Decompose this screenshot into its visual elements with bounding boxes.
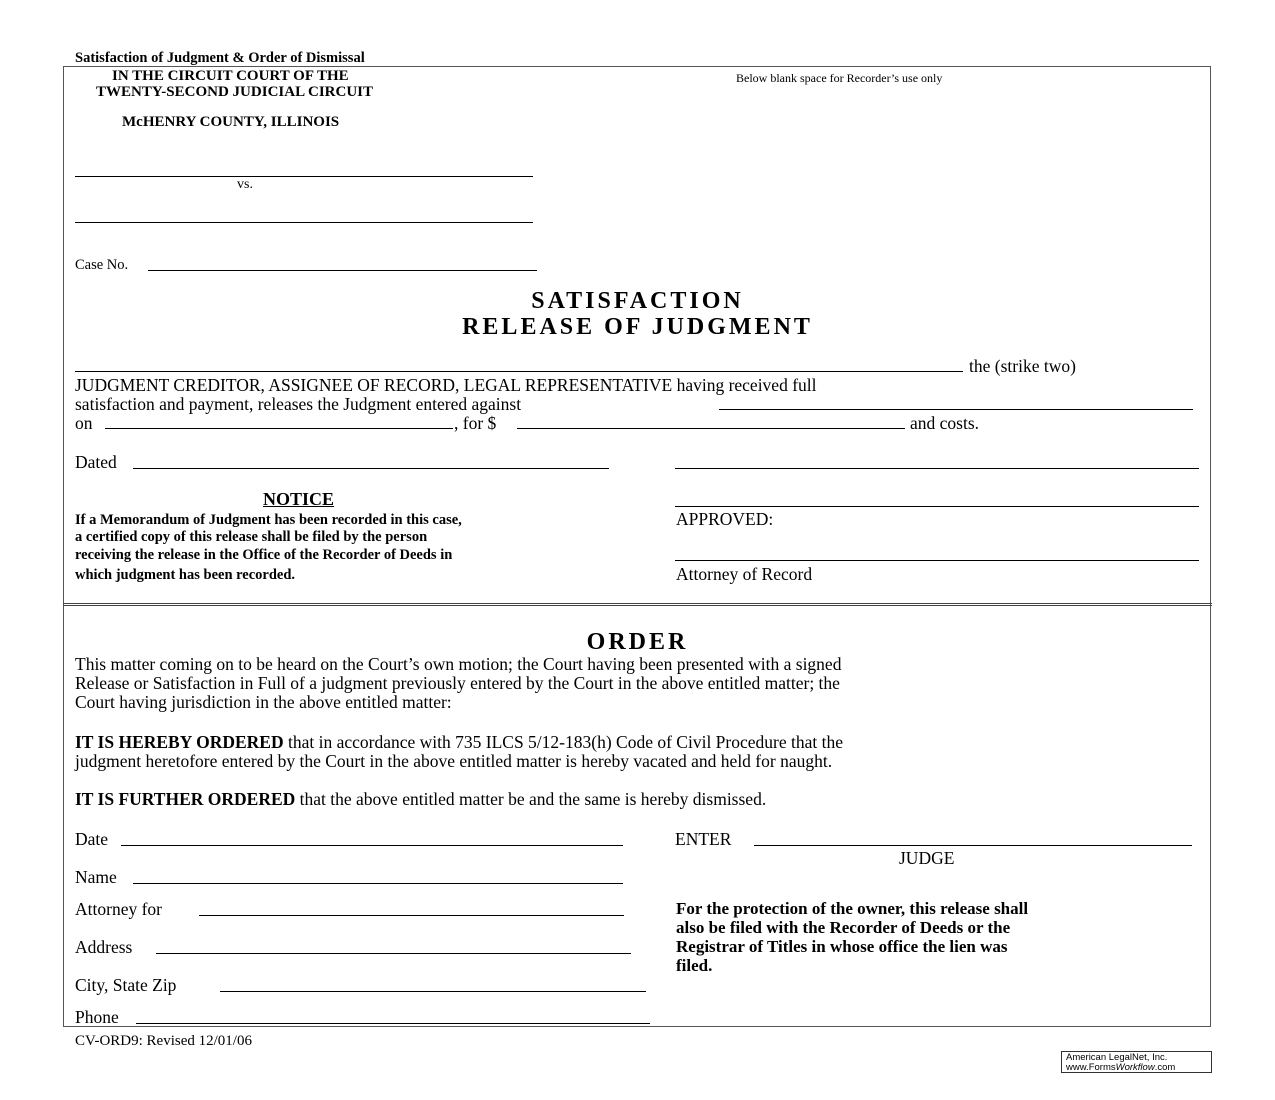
vs-label: vs. [237,177,253,192]
attorney-of-record-label: Attorney of Record [676,564,813,584]
judgment-against-field[interactable] [719,393,1193,410]
notice-line-3: receiving the release in the Office of the Recorder of Deeds in [75,547,453,563]
order-date-field[interactable] [121,829,623,846]
defendant-field[interactable] [75,206,533,223]
publisher-url-prefix: www.Forms [1066,1062,1116,1073]
publisher-url-italic: Workflow [1115,1062,1155,1073]
attorney-for-label: Attorney for [75,899,162,919]
plaintiff-field[interactable] [75,160,533,177]
case-no-label: Case No. [75,257,129,273]
amount-field[interactable] [517,412,905,429]
address-label: Address [75,937,133,957]
order-name-label: Name [75,867,117,887]
city-state-zip-label: City, State Zip [75,975,177,995]
judge-label: JUDGE [899,848,955,868]
order-date-label: Date [75,829,109,849]
for-label: , for $ [454,413,497,433]
publisher-url-suffix: .com [1154,1062,1176,1073]
further-ordered-text: that the above entitled matter be and the same is hereby dismissed. [295,789,767,809]
order-name-field[interactable] [133,867,623,884]
approved-label: APPROVED: [676,509,774,529]
publisher-url[interactable] [1066,1063,1207,1073]
order-intro-line-1: This matter coming on to be heard on the Court’s own motion; the Court having been presented with a signed [75,654,842,674]
notice-heading: NOTICE [263,489,335,509]
protection-line-2: also be filed with the Recorder of Deeds or the [676,918,1011,937]
release-title-line-1: SATISFACTION [531,288,744,314]
section-divider [63,603,1212,606]
hereby-ordered-line-2: judgment heretofore entered by the Court in the above entitled matter is hereby vacated and held for naught. [75,751,833,771]
attorney-for-field[interactable] [199,899,624,916]
hereby-ordered-text: that in accordance with 735 ILCS 5/12-183(h) Code of Civil Procedure that the [283,732,843,752]
order-intro-line-3: Court having jurisdiction in the above entitled matter: [75,692,452,712]
order-heading: ORDER [586,629,689,655]
address-field[interactable] [156,937,631,954]
city-state-zip-field[interactable] [220,975,646,992]
further-ordered-bold: IT IS FURTHER ORDERED [75,789,296,809]
court-line-1: IN THE CIRCUIT COURT OF THE [112,68,349,84]
judge-signature-field[interactable] [754,829,1192,846]
order-intro-line-2: Release or Satisfaction in Full of a judgment previously entered by the Court in the above entitled matter; the [75,673,840,693]
court-county: McHENRY COUNTY, ILLINOIS [122,114,340,130]
notice-line-4: which judgment has been recorded. [75,567,296,583]
notice-line-2: a certified copy of this release shall be filed by the person [75,529,428,545]
form-id: CV-ORD9: Revised 12/01/06 [75,1033,252,1049]
phone-field[interactable] [136,1007,650,1024]
on-label: on [75,413,93,433]
costs-label: and costs. [910,413,980,433]
protection-line-1: For the protection of the owner, this release shall [676,899,1029,918]
case-no-field[interactable] [148,254,537,271]
phone-label: Phone [75,1007,119,1027]
publisher-badge [1061,1051,1212,1073]
release-line-2: JUDGMENT CREDITOR, ASSIGNEE OF RECORD, LEGAL REPRESENTATIVE having received full [75,375,817,395]
attorney-signature-field[interactable] [675,544,1199,561]
signature-field-2[interactable] [675,490,1199,507]
recorder-note: Below blank space for Recorder’s use only [736,71,943,85]
release-title-line-2: RELEASE OF JUDGMENT [462,314,813,340]
signature-field-1[interactable] [675,452,1199,469]
notice-line-1: If a Memorandum of Judgment has been recorded in this case, [75,512,462,528]
hereby-ordered-line-1 [75,733,843,752]
creditor-name-field[interactable] [75,355,963,372]
protection-line-4: filed. [676,956,713,975]
court-line-2: TWENTY-SECOND JUDICIAL CIRCUIT [96,84,374,100]
dated-field[interactable] [133,452,609,469]
strike-note: the (strike two) [969,356,1076,376]
dated-label: Dated [75,452,117,472]
release-line-3: satisfaction and payment, releases the Judgment entered against [75,394,522,414]
protection-line-3: Registrar of Titles in whose office the lien was [676,937,1008,956]
judgment-date-field[interactable] [105,412,453,429]
further-ordered-line [75,790,766,809]
enter-label: ENTER [675,829,732,849]
publisher-name: American LegalNet, Inc. [1066,1052,1168,1063]
form-header: Satisfaction of Judgment & Order of Dismissal [75,50,365,66]
hereby-ordered-bold: IT IS HEREBY ORDERED [75,732,284,752]
